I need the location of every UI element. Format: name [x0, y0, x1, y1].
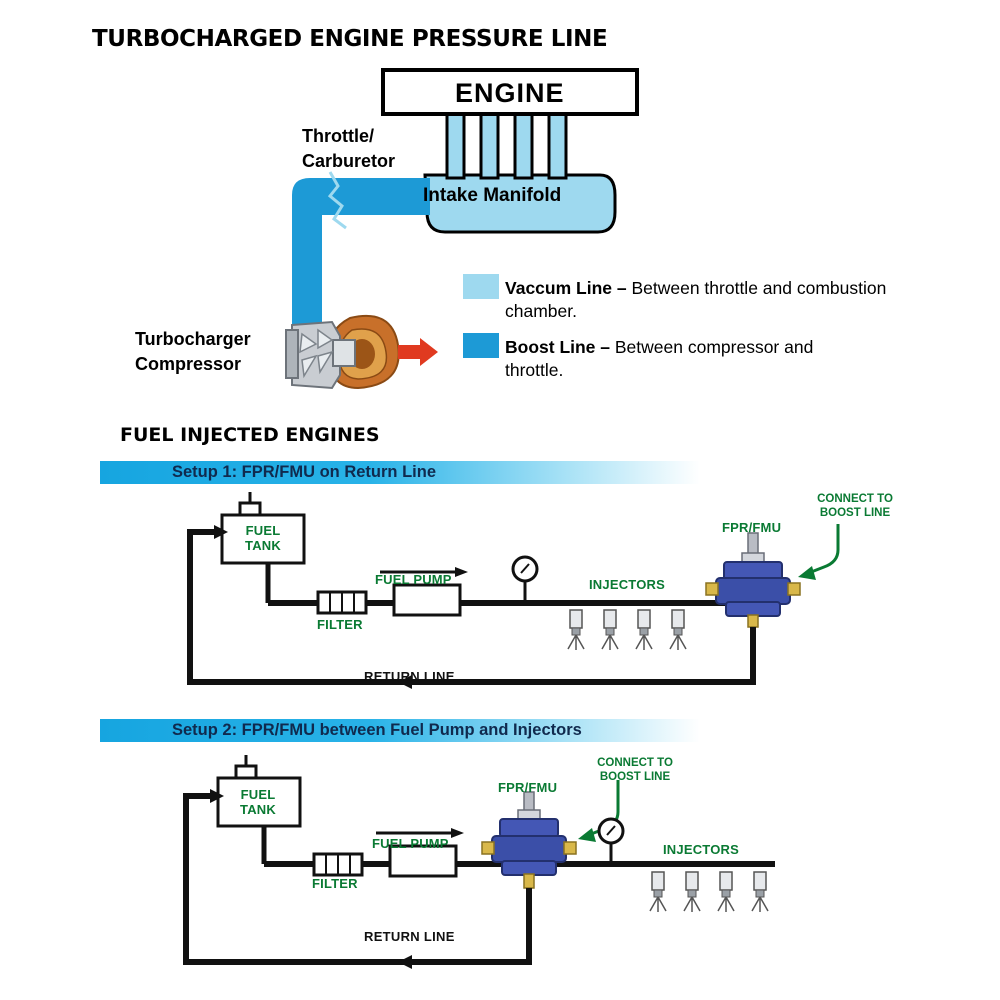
setup2-injectors-label: INJECTORS [663, 842, 739, 857]
throttle-label-line1: Throttle/ [302, 126, 374, 146]
setup2-connect-note-line2: BOOST LINE [599, 771, 671, 783]
setup1-connect-note-line1: CONNECT TO [817, 493, 893, 505]
setup1-fuel-tank-line2: TANK [245, 538, 281, 553]
setup2-fuel-tank-line1: FUEL [240, 787, 276, 802]
turbo-label-line1: Turbocharger [135, 329, 251, 349]
throttle-label-line2: Carburetor [302, 151, 396, 171]
setup1-fuel-tank-label [233, 523, 293, 553]
throttle-carburetor-label [302, 124, 395, 174]
engine-label: ENGINE [455, 78, 565, 108]
section-title: FUEL INJECTED ENGINES [120, 424, 380, 446]
legend-vacuum-swatch [463, 274, 499, 299]
setup1-filter-label: FILTER [317, 617, 363, 632]
setup2-fuel-tank-label [228, 787, 288, 817]
setup2-filter-label: FILTER [312, 876, 358, 891]
setup2-fpr-label: FPR/FMU [498, 780, 558, 795]
setup1-injectors-label: INJECTORS [589, 577, 665, 592]
legend-vacuum-text [505, 277, 905, 323]
setup2-fuel-tank-line2: TANK [240, 802, 276, 817]
intake-manifold-label: Intake Manifold [423, 185, 562, 206]
fpr-unit-setup1 [706, 533, 800, 627]
legend-boost-desc: Between compressor and throttle. [505, 337, 814, 380]
setup1-label: Setup 1: FPR/FMU on Return Line [172, 463, 436, 481]
setup2-fuel-pump-label: FUEL PUMP [372, 836, 449, 851]
setup1-fuel-pump-label: FUEL PUMP [375, 572, 452, 587]
setup2-schematic [0, 730, 1000, 995]
turbocharger-compressor-label [135, 327, 251, 377]
setup1-fpr-label: FPR/FMU [722, 520, 782, 535]
legend-vacuum-desc: Between throttle and combustion chamber. [505, 278, 887, 321]
page-title: TURBOCHARGED ENGINE PRESSURE LINE [92, 26, 608, 52]
setup1-fuel-tank-line1: FUEL [245, 523, 281, 538]
legend-boost-swatch [463, 333, 499, 358]
setup2-label: Setup 2: FPR/FMU between Fuel Pump and Injectors [172, 721, 582, 739]
setup2-return-line-label: RETURN LINE [364, 929, 455, 944]
setup2-connect-note [580, 756, 690, 784]
setup1-connect-note [800, 492, 910, 520]
turbo-label-line2: Compressor [135, 354, 242, 374]
setup1-return-line-label: RETURN LINE [364, 669, 455, 684]
fpr-unit-setup2 [482, 792, 576, 888]
setup2-connect-note-line1: CONNECT TO [597, 757, 673, 769]
legend-boost-text [505, 336, 875, 382]
legend-vacuum-name: Vaccum Line – [505, 278, 627, 298]
legend-boost-name: Boost Line – [505, 337, 611, 357]
turbocharger-illustration [286, 316, 438, 388]
setup1-connect-note-line2: BOOST LINE [819, 507, 891, 519]
